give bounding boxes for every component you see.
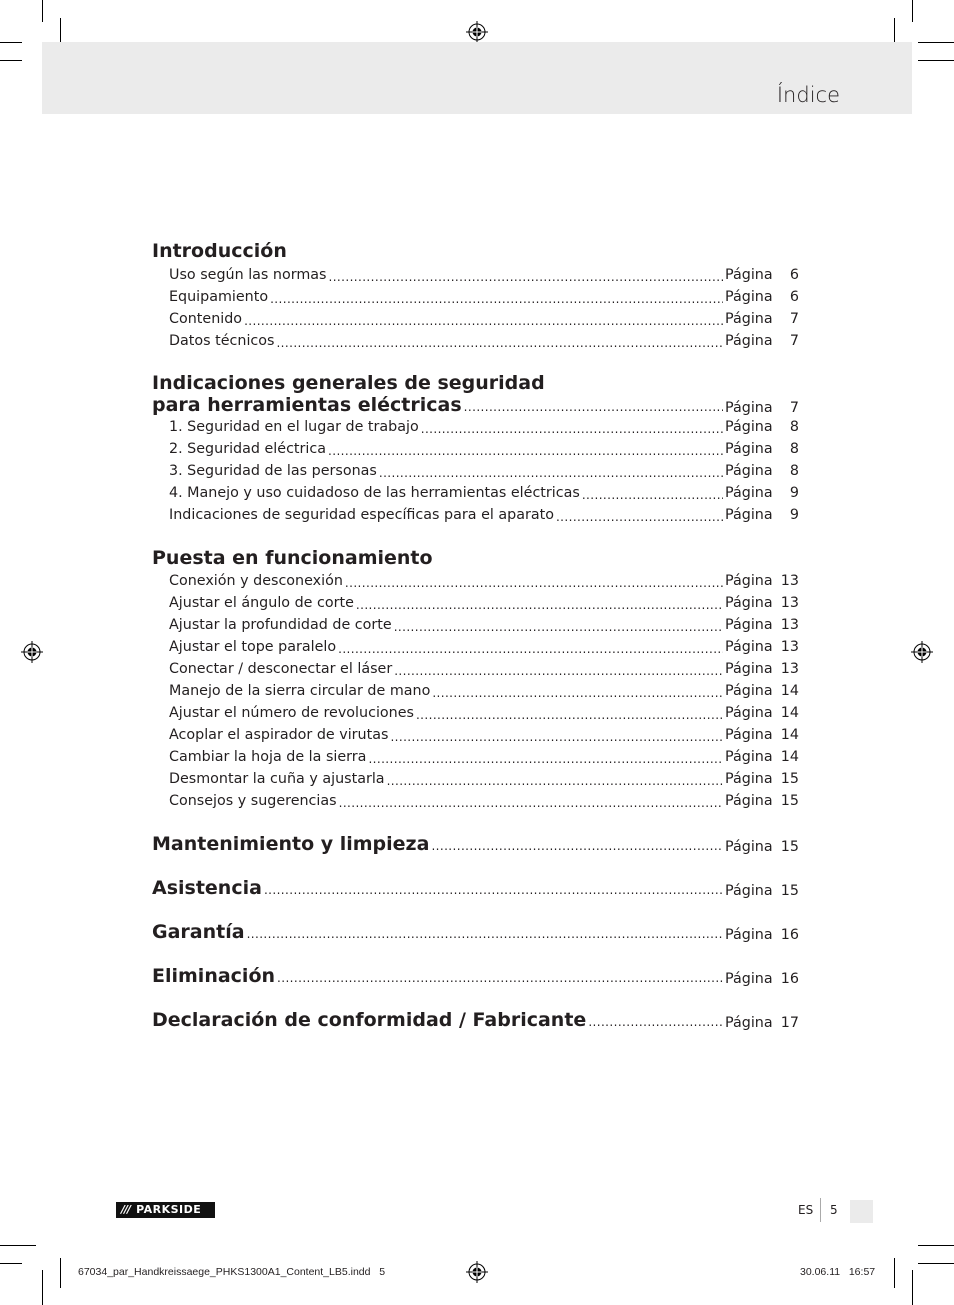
page-word: Página [725, 617, 773, 633]
page-number: 8 [789, 463, 799, 479]
page-word: Página [725, 883, 773, 899]
page-ref [725, 702, 799, 724]
toc-entry[interactable] [152, 504, 799, 526]
page-word: Página [725, 289, 773, 305]
page-word: Página [725, 419, 773, 435]
dot-leader [394, 618, 723, 636]
entry-label: Indicaciones de seguridad específicas para el aparato [169, 507, 554, 523]
page-word: Página [725, 333, 773, 349]
section-title: Garantía [152, 921, 245, 943]
page-number: 8 [789, 419, 799, 435]
dot-leader [247, 925, 723, 943]
dot-leader [416, 706, 723, 724]
print-slug-file: 67034_par_Handkreissaege_PHKS1300A1_Content_LB5.indd 5 [78, 1266, 386, 1278]
toc-section-mantenimiento[interactable] [152, 833, 799, 855]
footer-divider [820, 1198, 821, 1222]
page-word: Página [725, 749, 773, 765]
toc-section-declaracion[interactable] [152, 1009, 799, 1031]
page-number: 8 [789, 441, 799, 457]
section-title-line1[interactable]: Indicaciones generales de seguridad [152, 372, 545, 394]
entry-label: 4. Manejo y uso cuidadoso de las herramientas eléctricas [169, 485, 580, 501]
entry-label: Manejo de la sierra circular de mano [169, 683, 431, 699]
registration-mark-icon [21, 641, 43, 663]
page-ref [725, 927, 799, 943]
page-number: 6 [789, 267, 799, 283]
toc-entry[interactable] [152, 614, 799, 636]
section-title-line2: para herramientas eléctricas [152, 394, 462, 416]
page-word: Página [725, 705, 773, 721]
entry-label: Ajustar la profundidad de corte [169, 617, 392, 633]
toc-entry[interactable] [152, 330, 799, 352]
section-title: Eliminación [152, 965, 276, 987]
entry-label: 2. Seguridad eléctrica [169, 441, 327, 457]
page-word: Página [725, 267, 773, 283]
page-ref [725, 400, 799, 416]
page-word: Página [725, 595, 773, 611]
crop-mark [0, 60, 22, 61]
dot-leader [379, 464, 723, 482]
dot-leader [276, 334, 723, 352]
dot-leader [338, 640, 723, 658]
toc-entry[interactable] [152, 416, 799, 438]
crop-mark [894, 1258, 895, 1288]
dot-leader [432, 684, 723, 702]
page-word: Página [725, 727, 773, 743]
page-number: 15 [780, 793, 799, 809]
toc-entry[interactable] [152, 768, 799, 790]
page-ref [725, 883, 799, 899]
toc-section-garantia[interactable] [152, 921, 799, 943]
dot-leader [464, 398, 723, 416]
entry-label: Uso según las normas [169, 267, 327, 283]
toc-entry[interactable] [152, 286, 799, 308]
crop-mark [0, 1245, 36, 1246]
entry-label: Conexión y desconexión [169, 573, 343, 589]
page-word: Página [725, 463, 773, 479]
dot-leader [356, 596, 723, 614]
toc-section-asistencia[interactable] [152, 877, 799, 899]
page-number: 15 [780, 839, 799, 855]
page-word: Página [725, 683, 773, 699]
entry-label: 3. Seguridad de las personas [169, 463, 377, 479]
registration-mark-icon [466, 21, 488, 43]
toc-entry[interactable] [152, 658, 799, 680]
section-title[interactable]: Introducción [152, 240, 287, 262]
crop-mark [912, 0, 913, 22]
page-ref [725, 746, 799, 768]
toc-entry[interactable] [152, 264, 799, 286]
toc-entry[interactable] [152, 790, 799, 812]
page-number: 17 [780, 1015, 799, 1031]
page-number: 15 [780, 883, 799, 899]
crop-mark [918, 1263, 954, 1264]
entry-label: Ajustar el número de revoluciones [169, 705, 414, 721]
dot-leader [329, 268, 724, 286]
page-word: Página [725, 971, 773, 987]
toc-entry[interactable] [152, 724, 799, 746]
dot-leader [328, 442, 723, 460]
entry-label: Ajustar el tope paralelo [169, 639, 337, 655]
language-code: ES [798, 1203, 814, 1217]
page-word: Página [725, 661, 773, 677]
crop-mark [918, 1245, 954, 1246]
dot-leader [421, 420, 723, 438]
crop-mark [0, 1263, 22, 1264]
dot-leader [394, 662, 723, 680]
entry-label: Ajustar el ángulo de corte [169, 595, 354, 611]
page-ref [725, 614, 799, 636]
toc-entry[interactable] [152, 308, 799, 330]
page-ref [725, 680, 799, 702]
page-number: 14 [780, 727, 799, 743]
logo-text: PARKSIDE [136, 1203, 202, 1216]
page-ref [725, 330, 799, 352]
toc-entry[interactable] [152, 746, 799, 768]
page-number: 7 [789, 400, 799, 416]
dot-leader [244, 312, 723, 330]
dot-leader [582, 486, 723, 504]
page-ref [725, 570, 799, 592]
crop-mark [60, 1258, 61, 1288]
toc-entry[interactable] [152, 592, 799, 614]
toc-entry[interactable] [152, 636, 799, 658]
page-ref [725, 768, 799, 790]
page-ref [725, 1015, 799, 1031]
crop-mark [918, 60, 954, 61]
page-number: 13 [780, 661, 799, 677]
page-word: Página [725, 441, 773, 457]
dot-leader [390, 728, 723, 746]
page-ref [725, 724, 799, 746]
table-of-contents [152, 240, 799, 1031]
page-number: 13 [780, 573, 799, 589]
dot-leader [264, 881, 723, 899]
page-number: 7 [789, 333, 799, 349]
toc-section-puesta-en-funcionamiento [152, 547, 799, 812]
registration-mark-icon [911, 641, 933, 663]
dot-leader [270, 290, 723, 308]
page-number: 15 [780, 771, 799, 787]
page-ref [725, 308, 799, 330]
entry-label: Contenido [169, 311, 243, 327]
page-ref [725, 416, 799, 438]
entry-label: Cambiar la hoja de la sierra [169, 749, 367, 765]
dot-leader [368, 750, 723, 768]
dot-leader [277, 969, 723, 987]
page-word: Página [725, 1015, 773, 1031]
toc-entry[interactable] [152, 702, 799, 724]
page-number: 6 [789, 289, 799, 305]
toc-section-seguridad [152, 372, 799, 526]
page-number: 13 [780, 617, 799, 633]
crop-mark [42, 0, 43, 22]
page-number: 13 [780, 639, 799, 655]
page-ref [725, 971, 799, 987]
page-ref [725, 839, 799, 855]
toc-entry[interactable] [152, 680, 799, 702]
toc-section-introduccion [152, 240, 799, 352]
dot-leader [588, 1013, 723, 1031]
registration-mark-icon [466, 1261, 488, 1283]
dot-leader [387, 772, 723, 790]
page-word: Página [725, 793, 773, 809]
page-ref [725, 504, 799, 526]
toc-entry[interactable] [152, 570, 799, 592]
page-number: 9 [789, 507, 799, 523]
entry-label: Consejos y sugerencias [169, 793, 337, 809]
page-number-footer: 5 [830, 1203, 838, 1217]
dot-leader [339, 794, 723, 812]
toc-entry[interactable] [152, 438, 799, 460]
print-slug-date: 30.06.11 16:57 [800, 1266, 876, 1278]
page-ref [725, 790, 799, 812]
logo-slashes: /// [121, 1203, 131, 1216]
page-ref [725, 264, 799, 286]
page-word: Página [725, 485, 773, 501]
page-word: Página [725, 311, 773, 327]
page-number: 16 [780, 927, 799, 943]
page-number: 13 [780, 595, 799, 611]
crop-mark [0, 42, 22, 43]
parkside-logo [116, 1202, 215, 1218]
toc-entry[interactable] [152, 460, 799, 482]
page-number: 14 [780, 705, 799, 721]
page-word: Página [725, 839, 773, 855]
crop-mark [42, 1270, 43, 1305]
entry-label: Desmontar la cuña y ajustarla [169, 771, 385, 787]
page-ref [725, 286, 799, 308]
dot-leader [345, 574, 723, 592]
entry-label: 1. Seguridad en el lugar de trabajo [169, 419, 419, 435]
page-ref [725, 482, 799, 504]
dot-leader [556, 508, 723, 526]
page-title: Índice [776, 83, 840, 107]
page-ref [725, 658, 799, 680]
page-word: Página [725, 400, 773, 416]
entry-label: Equipamiento [169, 289, 269, 305]
page-number: 7 [789, 311, 799, 327]
entry-label: Conectar / desconectar el láser [169, 661, 393, 677]
page-number: 9 [789, 485, 799, 501]
page-word: Página [725, 927, 773, 943]
page-number: 14 [780, 749, 799, 765]
footer-tab [850, 1200, 873, 1223]
page-ref [725, 438, 799, 460]
page-number: 16 [780, 971, 799, 987]
page-word: Página [725, 771, 773, 787]
crop-mark [912, 1270, 913, 1305]
entry-label: Acoplar el aspirador de virutas [169, 727, 389, 743]
crop-mark [918, 42, 954, 43]
dot-leader [431, 837, 723, 855]
section-title[interactable]: Puesta en funcionamiento [152, 547, 433, 569]
section-title-row[interactable] [152, 394, 799, 416]
toc-entry[interactable] [152, 482, 799, 504]
page-word: Página [725, 573, 773, 589]
toc-section-eliminacion[interactable] [152, 965, 799, 987]
page-number: 14 [780, 683, 799, 699]
page-ref [725, 460, 799, 482]
page-ref [725, 592, 799, 614]
page-word: Página [725, 639, 773, 655]
page-ref [725, 636, 799, 658]
section-title: Declaración de conformidad / Fabricante [152, 1009, 587, 1031]
section-title: Mantenimiento y limpieza [152, 833, 430, 855]
page-word: Página [725, 507, 773, 523]
entry-label: Datos técnicos [169, 333, 275, 349]
section-title: Asistencia [152, 877, 262, 899]
